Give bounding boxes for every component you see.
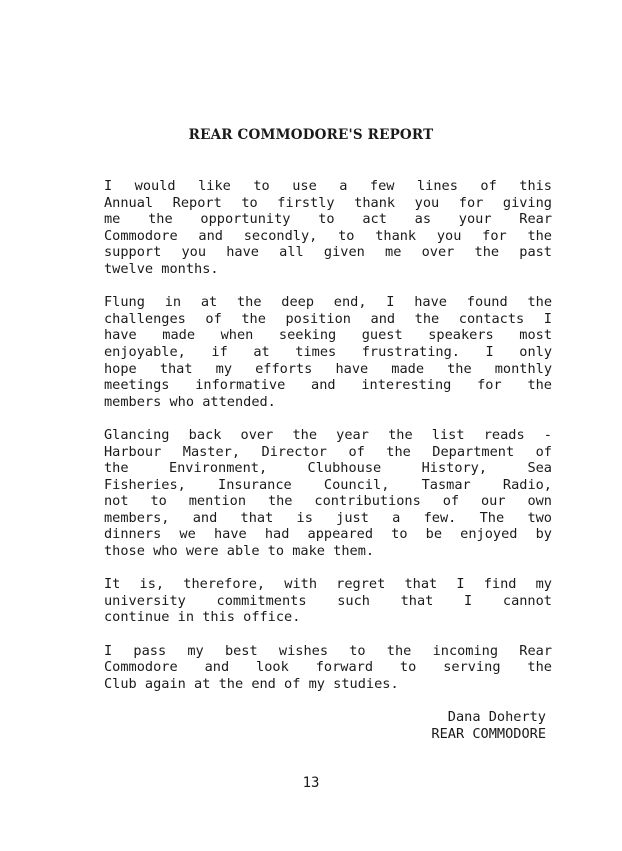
text-line: enjoyable, if at times frustrating. I only	[104, 343, 552, 360]
signature-role: REAR COMMODORE	[431, 726, 546, 742]
report-body	[104, 178, 552, 709]
text-line: the Environment, Clubhouse History, Sea	[104, 460, 552, 477]
text-line: members, and that is just a few. The two	[104, 509, 552, 526]
text-line: Harbour Master, Director of the Department of	[104, 443, 552, 460]
text-line: It is, therefore, with regret that I find my	[104, 576, 552, 593]
text-line: not to mention the contributions of our own	[104, 493, 552, 510]
text-line: challenges of the position and the contacts I	[104, 310, 552, 327]
text-line: Flung in at the deep end, I have found the	[104, 294, 552, 311]
text-line: members who attended.	[104, 393, 276, 410]
text-line: Club again at the end of my studies.	[104, 675, 399, 692]
text-line: meetings informative and interesting for the	[104, 377, 552, 394]
paragraph-resignation	[104, 576, 552, 626]
text-line: university commitments such that I cannot	[104, 592, 552, 609]
signature-block	[431, 709, 546, 743]
text-line: those who were able to make them.	[104, 543, 375, 560]
paragraph-closing	[104, 643, 552, 693]
signature-name: Dana Doherty	[447, 709, 546, 725]
text-line: support you have all given me over the past	[104, 244, 552, 261]
text-line: twelve months.	[104, 260, 219, 277]
paragraph-thanks	[104, 178, 552, 278]
paragraph-speakers-list	[104, 427, 552, 560]
text-line: dinners we have had appeared to be enjoyed by	[104, 526, 552, 543]
text-line: me the opportunity to act as your Rear	[104, 211, 552, 228]
paragraph-experience	[104, 294, 552, 410]
text-line: Annual Report to firstly thank you for giving	[104, 194, 552, 211]
text-line: hope that my efforts have made the monthly	[104, 360, 552, 377]
text-line: have made when seeking guest speakers most	[104, 327, 552, 344]
text-line: continue in this office.	[104, 609, 301, 626]
text-line: I pass my best wishes to the incoming Rear	[104, 642, 552, 659]
text-line: Commodore and look forward to serving the	[104, 659, 552, 676]
text-line: I would like to use a few lines of this	[104, 178, 552, 194]
page-number: 13	[302, 775, 320, 791]
text-line: Fisheries, Insurance Council, Tasmar Radio,	[104, 476, 552, 493]
text-line: Glancing back over the year the list reads -	[104, 426, 552, 443]
text-line: Commodore and secondly, to thank you for the	[104, 227, 552, 244]
report-title: REAR COMMODORE'S REPORT	[188, 127, 434, 143]
